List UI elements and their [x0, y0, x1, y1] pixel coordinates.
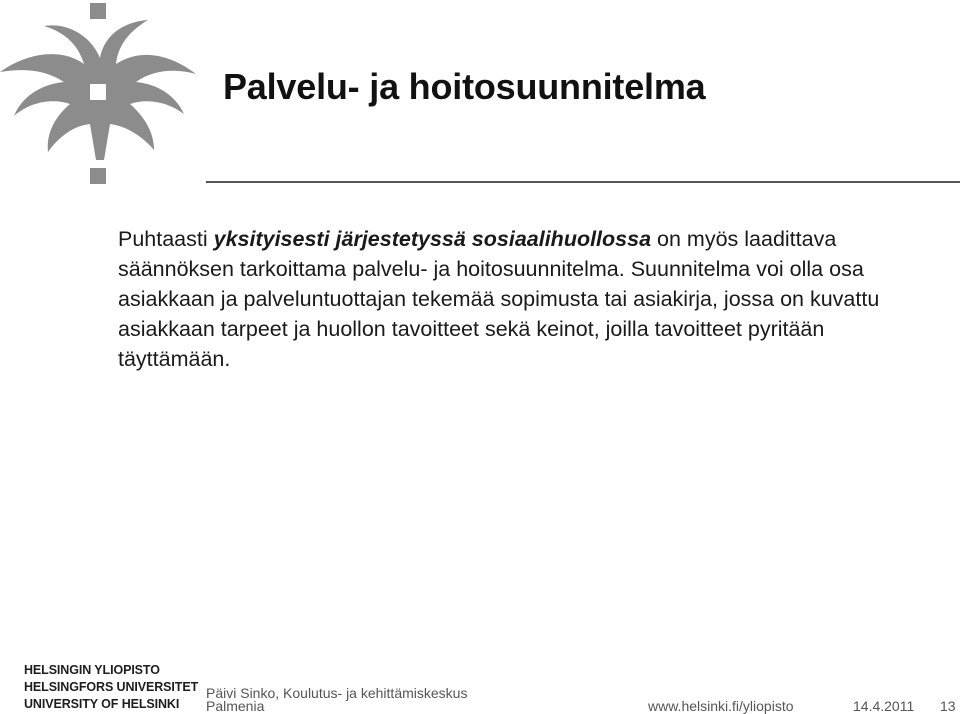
footer-author: Päivi Sinko, Koulutus- ja kehittämiskeskus	[206, 685, 468, 701]
body-text-start: Puhtaasti	[118, 227, 214, 251]
slide-body	[118, 224, 908, 374]
university-wordmark	[24, 662, 199, 713]
footer-url: www.helsinki.fi/yliopisto	[648, 698, 794, 714]
footer-organization: Palmenia	[206, 698, 265, 714]
page-number: 13	[940, 698, 956, 714]
body-text-emphasis: yksityisesti järjestetyssä sosiaalihuollossa	[213, 227, 652, 251]
footer-date: 14.4.2011	[853, 698, 915, 714]
university-name-en: UNIVERSITY OF HELSINKI	[24, 697, 180, 711]
university-flame-logo-icon	[0, 0, 200, 190]
title-divider	[206, 181, 960, 183]
body-text-rest: on myös laadittava säännöksen tarkoittama palvelu- ja hoitosuunnitelma. Suunnitelma voi olla osa asiakkaan ja palveluntuottajan tekemää sopimusta tai asiakirja, jossa on kuvattu asiakkaan tarpeet ja huollon tavoitteet sekä keinot, joilla tavoitteet pyritään täyttämään.	[118, 227, 880, 371]
university-name-fi: HELSINGIN YLIOPISTO	[24, 663, 160, 677]
university-name-sv: HELSINGFORS UNIVERSITET	[24, 680, 199, 694]
slide-title: Palvelu- ja hoitosuunnitelma	[223, 66, 706, 107]
